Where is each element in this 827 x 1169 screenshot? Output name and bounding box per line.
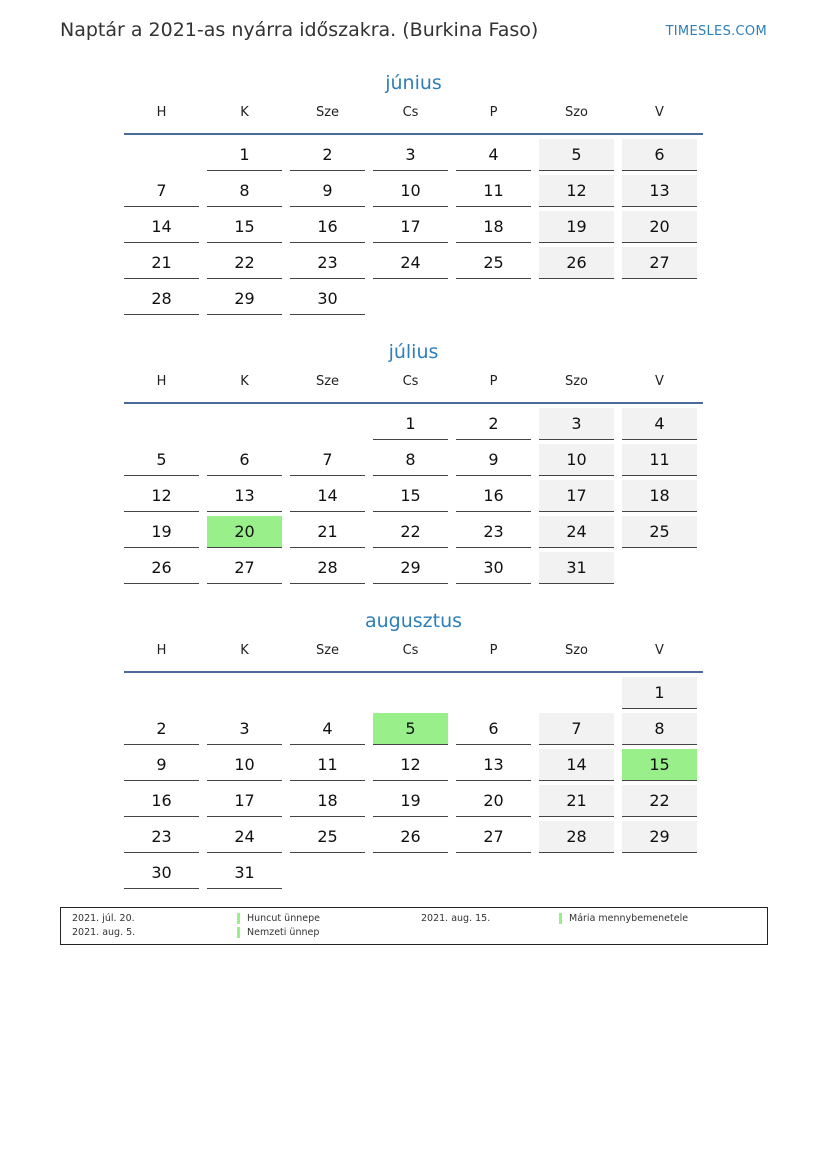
month-july: [124, 338, 703, 588]
day-cell: [539, 857, 614, 888]
day-cell[interactable]: 8: [373, 444, 448, 476]
day-cell[interactable]: 2: [456, 408, 531, 440]
week-row: [124, 283, 703, 319]
month-name: augusztus: [364, 610, 463, 632]
month-name: július: [388, 341, 439, 363]
week-row: [124, 552, 703, 588]
day-cell[interactable]: 16: [124, 785, 199, 817]
week-row: [124, 857, 703, 893]
legend-date: 2021. júl. 20.: [72, 913, 135, 924]
weekday-label: H: [156, 643, 167, 658]
day-cell[interactable]: 11: [622, 444, 697, 476]
week-row: [124, 175, 703, 211]
day-cell[interactable]: 17: [539, 480, 614, 512]
month-august: [124, 607, 703, 893]
week-row: [124, 677, 703, 713]
day-cell[interactable]: 9: [290, 175, 365, 207]
day-cell[interactable]: 5: [539, 139, 614, 171]
day-cell: [207, 677, 282, 708]
day-cell[interactable]: 15: [373, 480, 448, 512]
day-cell[interactable]: 19: [373, 785, 448, 817]
day-cell[interactable]: 24: [373, 247, 448, 279]
day-cell[interactable]: 14: [539, 749, 614, 781]
weekday-label: P: [489, 105, 498, 120]
weekday-label: V: [655, 105, 664, 120]
week-row: [124, 211, 703, 247]
day-cell[interactable]: 1: [373, 408, 448, 440]
day-cell[interactable]: 10: [373, 175, 448, 207]
day-cell[interactable]: 26: [539, 247, 614, 279]
day-cell[interactable]: 12: [539, 175, 614, 207]
day-cell[interactable]: 2: [290, 139, 365, 171]
day-cell[interactable]: 17: [207, 785, 282, 817]
page-title: Naptár a 2021-as nyárra időszakra. (Burkina Faso): [60, 19, 539, 41]
weekday-label: Cs: [402, 374, 419, 389]
weekday-label: Sze: [315, 105, 340, 120]
day-cell[interactable]: 10: [207, 749, 282, 781]
day-cell[interactable]: 7: [539, 713, 614, 745]
day-cell[interactable]: 10: [539, 444, 614, 476]
day-cell: [290, 408, 365, 439]
day-cell[interactable]: 13: [456, 749, 531, 781]
weekday-label: V: [655, 643, 664, 658]
weekday-label: H: [156, 105, 167, 120]
day-cell[interactable]: 25: [290, 821, 365, 853]
day-cell[interactable]: 25: [456, 247, 531, 279]
weekday-label: Cs: [402, 643, 419, 658]
day-cell[interactable]: 14: [290, 480, 365, 512]
day-cell[interactable]: 12: [124, 480, 199, 512]
day-cell[interactable]: 1: [622, 677, 697, 709]
day-cell: [622, 283, 697, 314]
day-cell[interactable]: 4: [456, 139, 531, 171]
day-cell[interactable]: 13: [622, 175, 697, 207]
weekday-label: Sze: [315, 374, 340, 389]
day-cell: [622, 857, 697, 888]
day-cell[interactable]: 26: [373, 821, 448, 853]
day-cell[interactable]: 8: [207, 175, 282, 207]
day-cell[interactable]: 7: [290, 444, 365, 476]
weekday-header: [124, 366, 703, 404]
day-cell[interactable]: 4: [290, 713, 365, 745]
weekday-label: H: [156, 374, 167, 389]
day-cell[interactable]: 21: [539, 785, 614, 817]
holiday-day-cell[interactable]: 20: [207, 516, 282, 548]
weekday-label: P: [489, 643, 498, 658]
legend-date: 2021. aug. 5.: [72, 927, 136, 938]
day-cell[interactable]: 11: [290, 749, 365, 781]
day-cell[interactable]: 16: [290, 211, 365, 243]
legend-holiday-name: Mária mennybemenetele: [559, 913, 688, 924]
holiday-legend: [60, 907, 768, 945]
day-cell[interactable]: 22: [373, 516, 448, 548]
month-name: június: [385, 72, 442, 94]
day-cell[interactable]: 27: [622, 247, 697, 279]
weekday-label: Cs: [402, 105, 419, 120]
day-cell[interactable]: 18: [622, 480, 697, 512]
week-row: [124, 785, 703, 821]
day-cell: [290, 857, 365, 888]
day-cell[interactable]: 9: [456, 444, 531, 476]
day-cell: [373, 857, 448, 888]
day-cell: [622, 552, 697, 583]
weekday-header: [124, 635, 703, 673]
week-row: [124, 247, 703, 283]
day-cell: [207, 408, 282, 439]
day-cell[interactable]: 27: [207, 552, 282, 584]
day-cell[interactable]: 12: [373, 749, 448, 781]
day-cell[interactable]: 19: [539, 211, 614, 243]
weekday-label: Szo: [564, 643, 589, 658]
day-cell[interactable]: 30: [290, 283, 365, 315]
day-cell[interactable]: 6: [207, 444, 282, 476]
day-cell[interactable]: 13: [207, 480, 282, 512]
day-cell[interactable]: 5: [124, 444, 199, 476]
week-row: [124, 516, 703, 552]
day-cell[interactable]: 26: [124, 552, 199, 584]
day-cell: [539, 677, 614, 708]
day-cell[interactable]: 29: [373, 552, 448, 584]
day-cell[interactable]: 8: [622, 713, 697, 745]
month-june: [124, 69, 703, 319]
day-cell[interactable]: 25: [622, 516, 697, 548]
weekday-label: Sze: [315, 643, 340, 658]
weekday-header: [124, 97, 703, 135]
holiday-day-cell[interactable]: 5: [373, 713, 448, 745]
week-row: [124, 139, 703, 175]
day-cell: [456, 857, 531, 888]
day-cell[interactable]: 1: [207, 139, 282, 171]
day-cell: [539, 283, 614, 314]
legend-holiday-name: Nemzeti ünnep: [237, 927, 319, 938]
day-cell[interactable]: 27: [456, 821, 531, 853]
day-cell[interactable]: 3: [539, 408, 614, 440]
day-cell[interactable]: 9: [124, 749, 199, 781]
day-cell: [373, 677, 448, 708]
day-cell: [124, 139, 199, 170]
day-cell[interactable]: 20: [456, 785, 531, 817]
day-cell[interactable]: 30: [456, 552, 531, 584]
day-cell[interactable]: 23: [456, 516, 531, 548]
week-row: [124, 480, 703, 516]
day-cell[interactable]: 29: [622, 821, 697, 853]
week-row: [124, 749, 703, 785]
weekday-label: V: [655, 374, 664, 389]
week-row: [124, 821, 703, 857]
day-cell[interactable]: 16: [456, 480, 531, 512]
day-cell[interactable]: 22: [622, 785, 697, 817]
day-cell[interactable]: 30: [124, 857, 199, 889]
weekday-label: K: [240, 643, 249, 658]
weekday-label: Szo: [564, 374, 589, 389]
day-cell[interactable]: 4: [622, 408, 697, 440]
day-cell: [373, 283, 448, 314]
day-cell[interactable]: 17: [373, 211, 448, 243]
day-cell[interactable]: 15: [207, 211, 282, 243]
day-cell[interactable]: 31: [539, 552, 614, 584]
day-cell: [124, 677, 199, 708]
day-cell[interactable]: 14: [124, 211, 199, 243]
day-cell[interactable]: 23: [290, 247, 365, 279]
day-cell: [124, 408, 199, 439]
day-cell[interactable]: 28: [539, 821, 614, 853]
day-cell[interactable]: 19: [124, 516, 199, 548]
brand-logo[interactable]: TIMESLES.COM: [665, 24, 767, 39]
week-row: [124, 408, 703, 444]
day-cell[interactable]: 23: [124, 821, 199, 853]
weekday-label: P: [489, 374, 498, 389]
legend-date: 2021. aug. 15.: [421, 913, 491, 924]
day-cell[interactable]: 21: [124, 247, 199, 279]
day-cell[interactable]: 28: [124, 283, 199, 315]
day-cell[interactable]: 7: [124, 175, 199, 207]
day-cell[interactable]: 3: [207, 713, 282, 745]
day-cell[interactable]: 24: [207, 821, 282, 853]
holiday-day-cell[interactable]: 15: [622, 749, 697, 781]
day-cell[interactable]: 3: [373, 139, 448, 171]
weekday-label: Szo: [564, 105, 589, 120]
day-cell[interactable]: 11: [456, 175, 531, 207]
day-cell[interactable]: 18: [290, 785, 365, 817]
weekday-label: K: [240, 105, 249, 120]
day-cell[interactable]: 6: [622, 139, 697, 171]
day-cell: [456, 283, 531, 314]
day-cell: [456, 677, 531, 708]
day-cell[interactable]: 22: [207, 247, 282, 279]
day-cell[interactable]: 2: [124, 713, 199, 745]
day-cell[interactable]: 18: [456, 211, 531, 243]
day-cell[interactable]: 29: [207, 283, 282, 315]
day-cell[interactable]: 20: [622, 211, 697, 243]
day-cell[interactable]: 6: [456, 713, 531, 745]
day-cell: [290, 677, 365, 708]
week-row: [124, 713, 703, 749]
legend-holiday-name: Huncut ünnepe: [237, 913, 320, 924]
day-cell[interactable]: 21: [290, 516, 365, 548]
week-row: [124, 444, 703, 480]
day-cell[interactable]: 24: [539, 516, 614, 548]
weekday-label: K: [240, 374, 249, 389]
day-cell[interactable]: 31: [207, 857, 282, 889]
day-cell[interactable]: 28: [290, 552, 365, 584]
